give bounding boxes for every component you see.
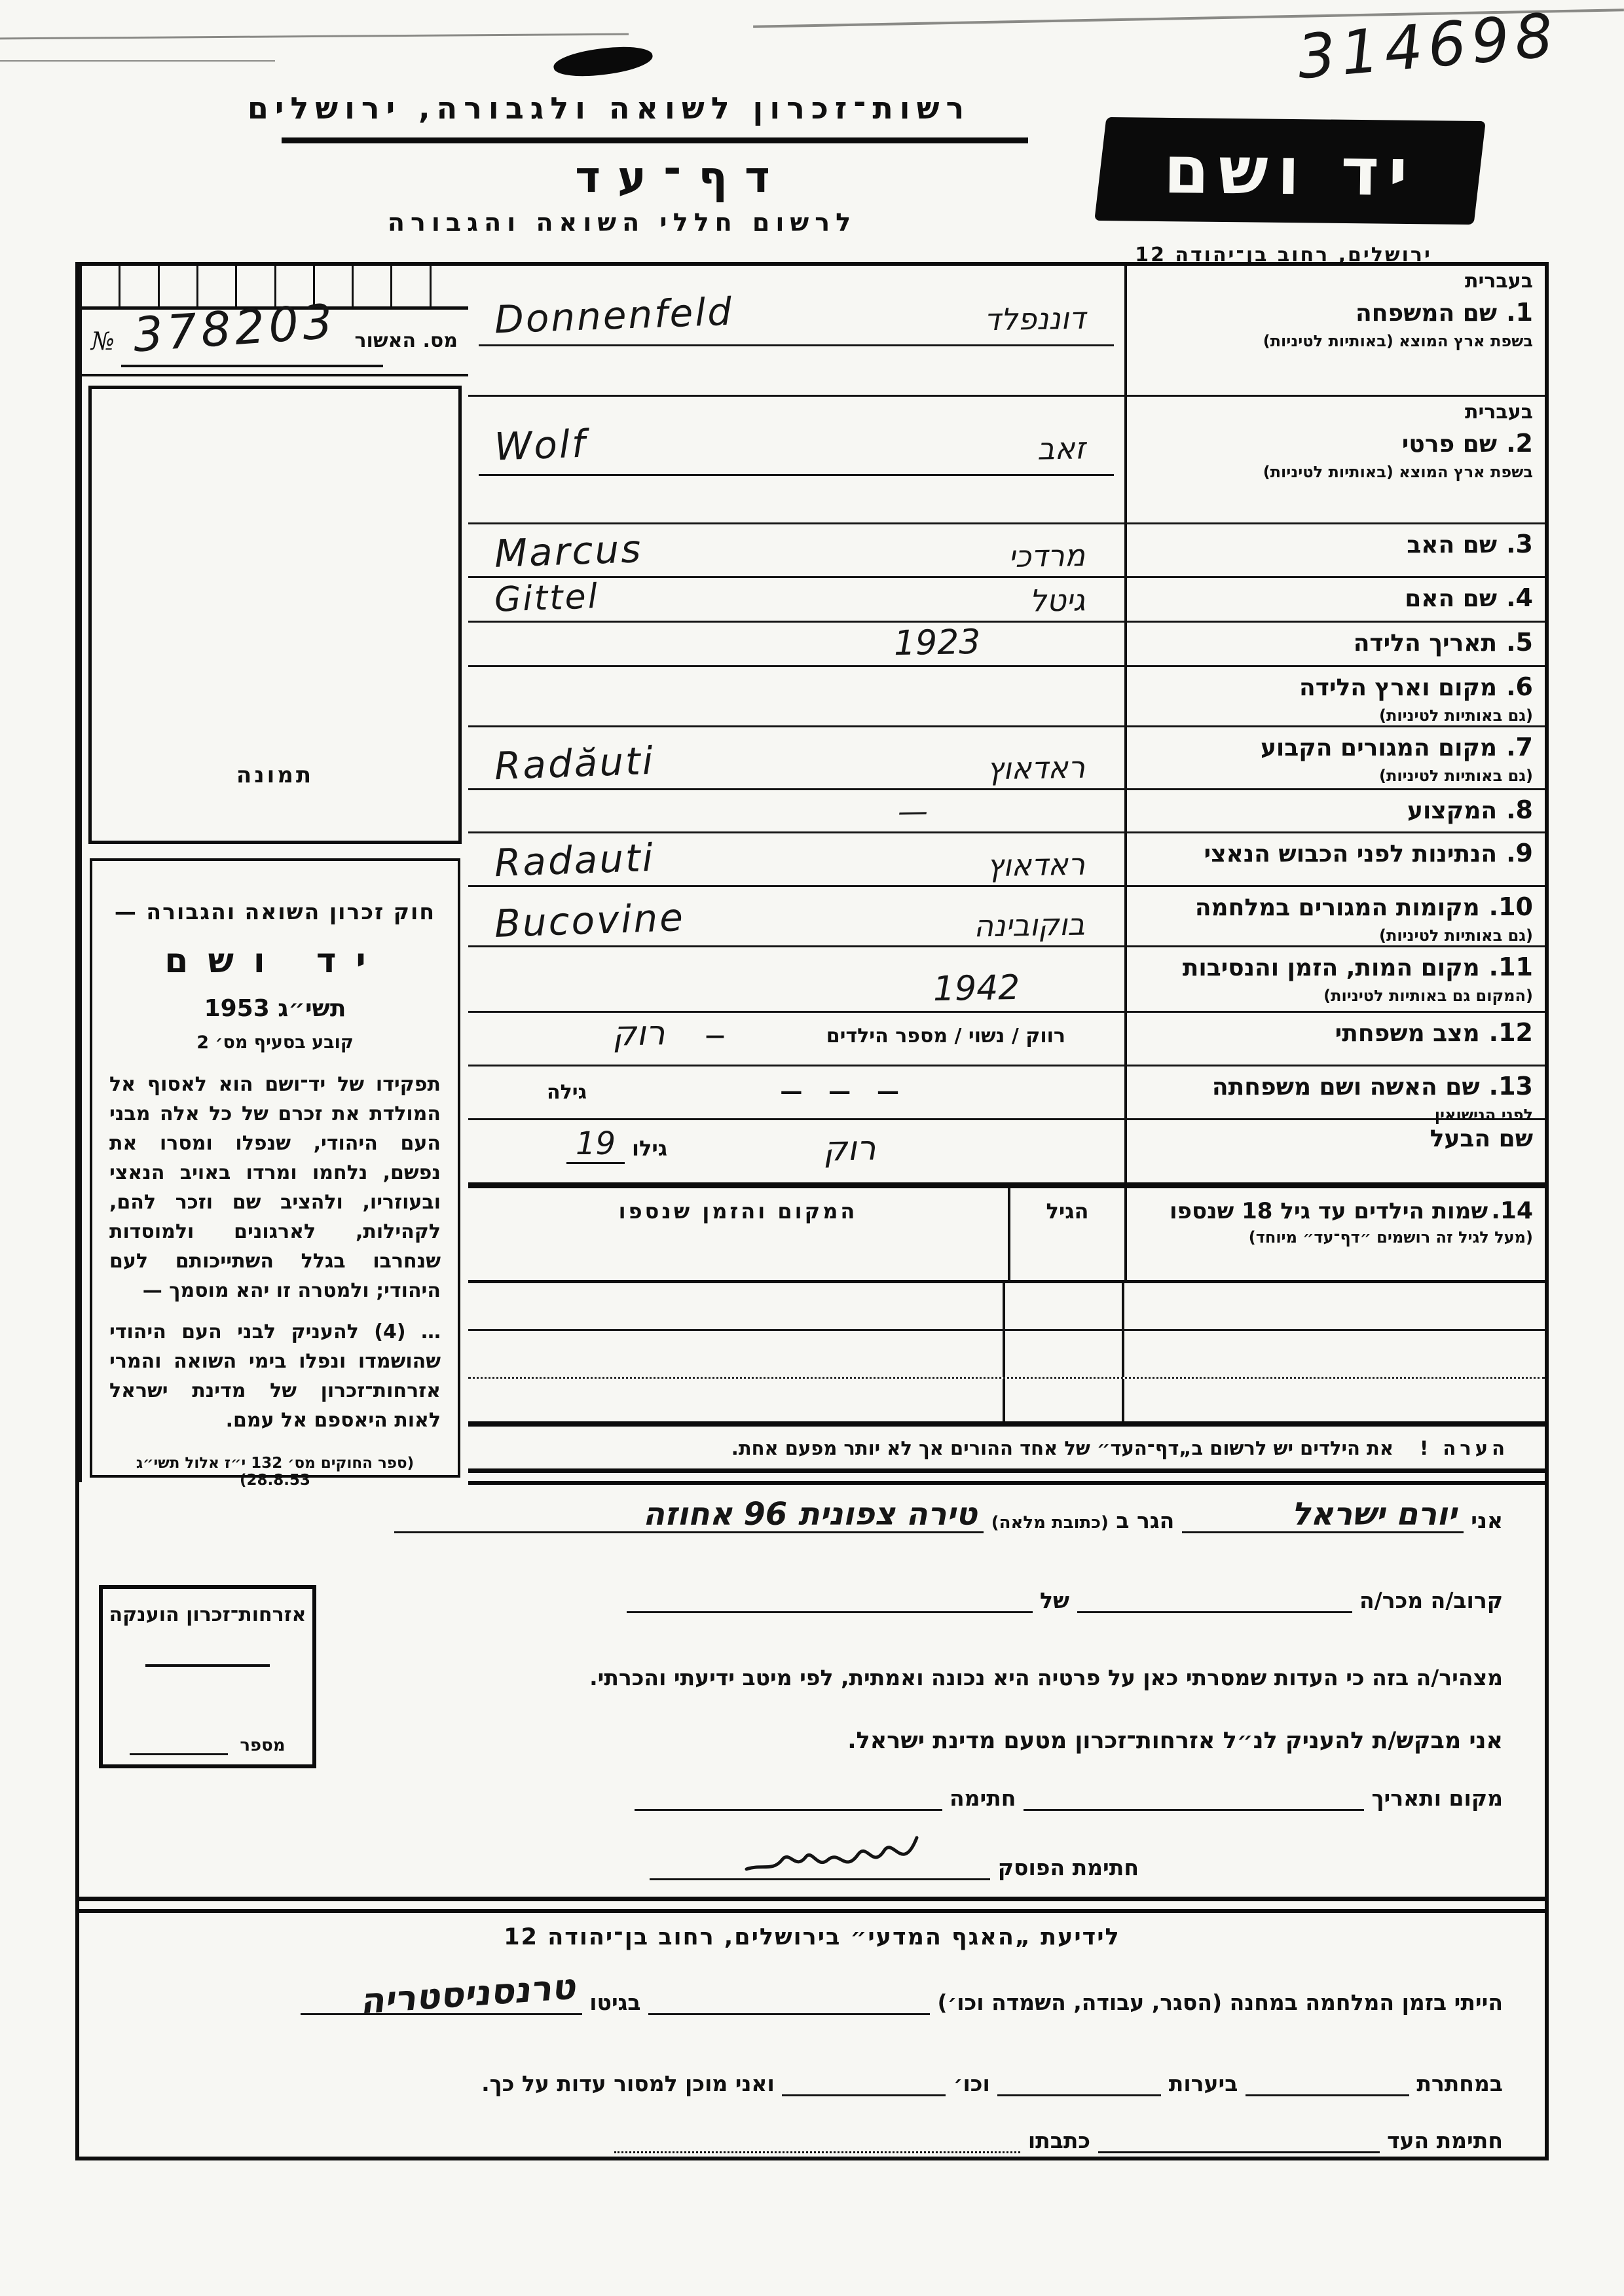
entry-first-name-hebrew: זאב <box>1037 430 1086 467</box>
entry-family-name-hebrew: דוננפלד <box>984 300 1086 338</box>
field-label-text: שם האם <box>1405 585 1498 612</box>
declaration-request: אני מבקש/ת להעניק לנ״ל אזרחות־זכרון מטעם מדינת ישראל. <box>847 1728 1503 1754</box>
declaration-identity-line <box>79 1496 1545 1533</box>
writing-line <box>479 474 1114 476</box>
field-row-birth-date <box>468 623 1545 667</box>
field-label-2 <box>1124 397 1545 522</box>
field-label-11 <box>1124 947 1545 1011</box>
double-rule <box>79 1897 1545 1913</box>
witness-signature-field <box>1098 2125 1380 2153</box>
field-row-wartime-residence <box>468 887 1545 947</box>
i-label: אני <box>1471 1508 1503 1533</box>
field-write-area-8 <box>468 790 1124 831</box>
writing-line <box>479 344 1114 346</box>
field-label-7 <box>1124 727 1545 788</box>
victim-name-field <box>627 1585 1033 1613</box>
field-label-text: מקום המגורים הקבוע <box>1260 735 1498 761</box>
full-address-note: (כתובת מלאה) <box>991 1513 1109 1533</box>
entry-father-latin: Marcus <box>493 526 644 576</box>
entry-husband-age: 19 <box>566 1125 625 1164</box>
field-number: 13. <box>1488 1072 1533 1101</box>
field-row-death-place-time <box>468 947 1545 1013</box>
field-row-wife-name <box>468 1066 1545 1124</box>
field-write-area-9 <box>468 833 1124 885</box>
field-label-text: תאריך הלידה <box>1353 630 1498 657</box>
granted-box-line <box>145 1664 270 1667</box>
law-title: חוק זכרון השואה והגבורה — <box>114 899 436 924</box>
yad-vashem-logo-stamp <box>1094 117 1486 225</box>
field-row-occupation <box>468 790 1545 833</box>
signature-field <box>635 1783 942 1811</box>
resides-label: הגר ב <box>1116 1508 1175 1533</box>
field-write-area-1 <box>468 266 1124 395</box>
header-rule <box>282 137 1028 143</box>
declarant-name-field <box>1182 1496 1464 1533</box>
relation-field <box>1077 1585 1352 1613</box>
entry-ghetto-name: טרנסניסטריה <box>358 1965 577 2022</box>
form-title: דף־עד <box>575 152 787 202</box>
witness-address-field <box>614 2125 1020 2153</box>
scan-scratch <box>0 60 275 62</box>
children-table-title: שמות הילדים עד גיל 18 שנספו <box>1169 1198 1488 1224</box>
his-age-label: גילו <box>632 1136 668 1161</box>
children-table-subtitle: (מעל לגיל זה רושמים ״דף־עד״ מיוחד) <box>1248 1228 1533 1247</box>
field-label-10 <box>1124 887 1545 945</box>
field-number: 7. <box>1506 733 1533 761</box>
field-label-text: שם המשפחה <box>1355 300 1498 327</box>
field-number: 6. <box>1506 672 1533 701</box>
clerk-signature-label: חתימת הפוסק <box>997 1855 1139 1880</box>
field-sublabel: (גם באותיות לטיניות) <box>1379 926 1533 945</box>
entry-mother-latin: Gittel <box>494 577 600 620</box>
field-write-area-6 <box>468 667 1124 725</box>
entry-occupation-dash: — <box>897 793 929 829</box>
field-label-text: מקום וארץ הלידה <box>1299 674 1498 701</box>
field-label-text: מקומות המגורים במלחמה <box>1194 894 1480 921</box>
camp-field <box>648 1987 930 2015</box>
field-sublabel: בשפת ארץ המוצא (באותיות לטיניות) <box>1263 332 1533 350</box>
field-row-permanent-residence <box>468 727 1545 790</box>
law-paragraph-1: תפקידו של יד־ושם הוא לאסוף אל המולדת את זכרם של כל אלה מבני העם היהודי, שנפלו ומסרו את נפשם, נלחמו ומרדו באויב הנאצי ובעוזריו, ולהציב שם וזכר להם, לקהילות, לארגונים ולמוסדות שנחרבו בגלל השתייכותם לעם היהודי; ולמטרה זו יהא מוסמך — <box>109 1073 441 1302</box>
field-label-text: שם האב <box>1407 532 1498 558</box>
place-date-field <box>1024 1783 1364 1811</box>
authority-name: רשות־זכרון לשואה ולגבורה, ירושלים <box>247 90 971 126</box>
field-write-area-10 <box>468 887 1124 945</box>
note-title: הערה ! <box>1420 1437 1509 1459</box>
field-row-marital-status <box>468 1013 1545 1066</box>
field-number: 3. <box>1506 530 1533 558</box>
field-row-birth-place <box>468 667 1545 727</box>
photo-box <box>88 386 462 844</box>
underground-forests-line <box>79 2068 1545 2096</box>
entry-first-name-latin: Wolf <box>493 421 588 469</box>
children-count-dash: — <box>705 1025 725 1048</box>
field-number: 8. <box>1506 795 1533 824</box>
husband-label-box <box>1124 1120 1545 1182</box>
clerk-signature-line <box>79 1840 1545 1880</box>
citizenship-granted-box <box>99 1585 316 1768</box>
field-write-area-5 <box>468 623 1124 665</box>
field-label-4 <box>1124 578 1545 621</box>
field-label-13 <box>1124 1066 1545 1124</box>
field-sublabel: (המקום גם באותיות לטיניות) <box>1323 987 1533 1005</box>
field-label-6 <box>1124 667 1545 725</box>
fields-area <box>468 266 1545 1485</box>
field-number: 9. <box>1506 839 1533 867</box>
field-sublabel: לפני הנישואין <box>1434 1106 1533 1124</box>
children-table-row <box>468 1379 1545 1427</box>
field-label-text: מצב משפחתי <box>1335 1020 1480 1047</box>
note-line <box>468 1427 1545 1459</box>
field-row-mother-name <box>468 578 1545 623</box>
marital-status-options: רווק / נשוי / מספר הילדים <box>826 1025 1065 1048</box>
field-sublabel: בשפת ארץ המוצא (באותיות לטיניות) <box>1263 463 1533 481</box>
field-number: 5. <box>1506 628 1533 657</box>
entry-death-year: 1942 <box>932 968 1020 1010</box>
field-label-text: שם האשה ושם משפחתה <box>1211 1074 1480 1101</box>
ghetto-label: בגיטו <box>589 1990 641 2015</box>
entry-declarant-address: טירה צפונית 96 אחוזה <box>643 1496 978 1533</box>
declaration-section <box>79 1487 1545 2157</box>
field-row-first-name <box>468 397 1545 524</box>
field-write-area-3 <box>468 524 1124 576</box>
law-name: יד ושם <box>164 941 386 981</box>
column-header-place-time: המקום והזמן שנספו <box>618 1199 858 1224</box>
field-number: 2. <box>1506 429 1533 458</box>
field-number: 12. <box>1488 1018 1533 1047</box>
entry-birth-year: 1923 <box>893 622 981 664</box>
entry-husband: רוק <box>822 1129 876 1169</box>
field-label-3 <box>1124 524 1545 576</box>
field-write-area-12 <box>468 1013 1124 1065</box>
certificate-number-line <box>121 365 383 367</box>
logo-text: יד ושם <box>1163 131 1417 211</box>
granted-number-field <box>130 1734 228 1755</box>
field-label-text: מקום המות, הזמן והנסיבות <box>1182 955 1480 981</box>
field-write-area-11 <box>468 947 1124 1011</box>
field-label-text: המקצוע <box>1407 797 1498 824</box>
field-write-area-2 <box>468 397 1124 522</box>
field-label-8 <box>1124 790 1545 831</box>
field-sublabel: (גם באותיות לטיניות) <box>1379 706 1533 725</box>
field-write-area-13 <box>468 1066 1124 1118</box>
field-row-husband-name <box>468 1120 1545 1182</box>
left-column <box>79 266 468 1489</box>
field-write-area-7 <box>468 727 1124 788</box>
field-write-area-4 <box>468 578 1124 621</box>
entry-wartime-residence-latin: Bucovine <box>493 894 686 947</box>
certificate-number-value: 378203 <box>131 293 339 363</box>
children-table-header <box>468 1188 1545 1283</box>
law-year: תשי״ג 1953 <box>204 995 346 1022</box>
entry-citizenship-latin: Radauti <box>493 835 655 886</box>
law-citation: (ספר החוקים מס׳ 132 י״ז אלול תשי״ג 28.8.53) <box>136 1455 415 1489</box>
granted-number-label: מספר <box>240 1736 286 1755</box>
form-frame <box>75 262 1549 2160</box>
husband-write-area <box>468 1120 1124 1182</box>
law-clause: קובע בסעיף מס׳ 2 <box>196 1032 354 1053</box>
forests-label: ביערות <box>1168 2071 1238 2096</box>
place-date-label: מקום ותאריך <box>1371 1785 1503 1811</box>
field-label-5 <box>1124 623 1545 665</box>
entry-declarant-name: יורם ישראל <box>1291 1496 1457 1533</box>
relative-label: קרוב/ה מכר/ה <box>1359 1588 1503 1613</box>
numero-sign: № <box>91 327 115 355</box>
clerk-signature-field <box>650 1840 990 1880</box>
entry-residence-latin: Radăuti <box>493 738 655 789</box>
entry-marital-status: רוק <box>612 1013 665 1054</box>
field-row-father-name <box>468 524 1545 578</box>
witness-signature-label: חתימת העד <box>1387 2128 1503 2153</box>
in-hebrew-note: בעברית <box>1465 401 1533 424</box>
scientific-department-notice: לידיעת „האגף המדעי״ בירושלים, רחוב בן־יהודה 12 <box>504 1924 1120 1950</box>
field-label-1 <box>1124 266 1545 395</box>
entry-father-hebrew: מרדכי <box>1008 537 1086 575</box>
her-age-label: גילה <box>547 1081 587 1104</box>
field-row-family-name <box>468 266 1545 397</box>
entry-family-name-latin: Donnenfeld <box>493 289 735 342</box>
camp-ghetto-line <box>79 1965 1545 2022</box>
field-number: 14. <box>1491 1197 1533 1224</box>
law-text-box <box>90 858 460 1489</box>
column-header-age: הגיל <box>1008 1188 1124 1280</box>
entry-residence-hebrew: ראדאוץ <box>986 749 1086 787</box>
children-table-label <box>1124 1188 1545 1280</box>
underground-field <box>1246 2068 1409 2096</box>
children-table-row <box>468 1331 1545 1379</box>
etc-field <box>782 2068 946 2096</box>
place-date-signature-line <box>79 1783 1545 1811</box>
form-subtitle: לרשום חללי השואה והגבורה <box>387 208 857 237</box>
granted-box-title: אזרחות־זכרון הוענקה <box>109 1603 306 1626</box>
field-number: 10. <box>1488 892 1533 921</box>
etc-label: וכו׳ <box>953 2071 990 2096</box>
children-table <box>468 1182 1545 1427</box>
field-sublabel: (גם באותיות לטיניות) <box>1379 767 1533 785</box>
field-row-citizenship <box>468 833 1545 887</box>
field-number: 4. <box>1506 583 1533 612</box>
ink-smudge <box>552 43 654 81</box>
witness-signature-line <box>79 2125 1545 2153</box>
double-rule <box>468 1468 1545 1485</box>
wife-name-dashes: — — — <box>780 1078 908 1104</box>
forests-field <box>997 2068 1161 2096</box>
underground-label: במחתרת <box>1416 2071 1503 2096</box>
note-text: את הילדים יש לרשום ב„דף־העד״ של אחד ההורים אך לא יותר מפעם אחת. <box>731 1437 1393 1459</box>
law-paragraph-2: … (4) להעניק לבני העם היהודי שהושמדו ונפלו בימי השואה והמרי אזרחות־זכרון של מדינת ישראל לאות היאספם אל עמם. <box>109 1321 441 1432</box>
husband-label: שם הבעל <box>1430 1125 1533 1152</box>
testify-text: ואני מוכן למסור עדות על כך. <box>481 2071 775 2096</box>
witness-address-label: כתבתו <box>1027 2128 1091 2153</box>
signature-label: חתימה <box>950 1785 1016 1811</box>
declarant-address-field <box>394 1496 984 1533</box>
in-hebrew-note: בעברית <box>1465 270 1533 293</box>
children-table-row <box>468 1283 1545 1331</box>
scan-scratch <box>0 33 629 40</box>
field-number: 1. <box>1506 298 1533 327</box>
declaration-statement: מצהיר/ה בזה כי העדות שמסרתי כאן על פרטיה היא נכונה ואמתית, לפי מיטב ידיעתי והכרתי. <box>589 1665 1503 1690</box>
yad-vashem-address: ירושלים, רחוב בן־יהודה 12 <box>1135 244 1432 266</box>
field-label-9 <box>1124 833 1545 885</box>
field-label-text: שם פרטי <box>1401 431 1498 458</box>
stamp-number-handwritten: 314698 <box>1294 0 1561 93</box>
photo-box-label: תמונה <box>236 762 314 788</box>
certificate-number-label: מס. האשור <box>354 329 458 352</box>
field-number: 11. <box>1488 953 1533 981</box>
camp-label: הייתי בזמן המלחמה במחנה (הסגר, עבודה, השמדה וכו׳) <box>937 1990 1503 2015</box>
entry-wartime-residence-hebrew: בוקובינה <box>973 906 1086 944</box>
certificate-number-row <box>82 293 468 376</box>
field-label-12 <box>1124 1013 1545 1065</box>
ghetto-field <box>301 1965 582 2022</box>
field-label-text: הנתינות לפני הכבוש הנאצי <box>1204 841 1498 867</box>
of-label: של <box>1040 1588 1069 1613</box>
entry-mother-hebrew: גיטל <box>1029 582 1086 619</box>
clerk-signature-scrawl <box>741 1831 951 1878</box>
granted-box-number-row <box>103 1734 312 1755</box>
entry-citizenship-hebrew: ראדאוץ <box>986 846 1086 884</box>
